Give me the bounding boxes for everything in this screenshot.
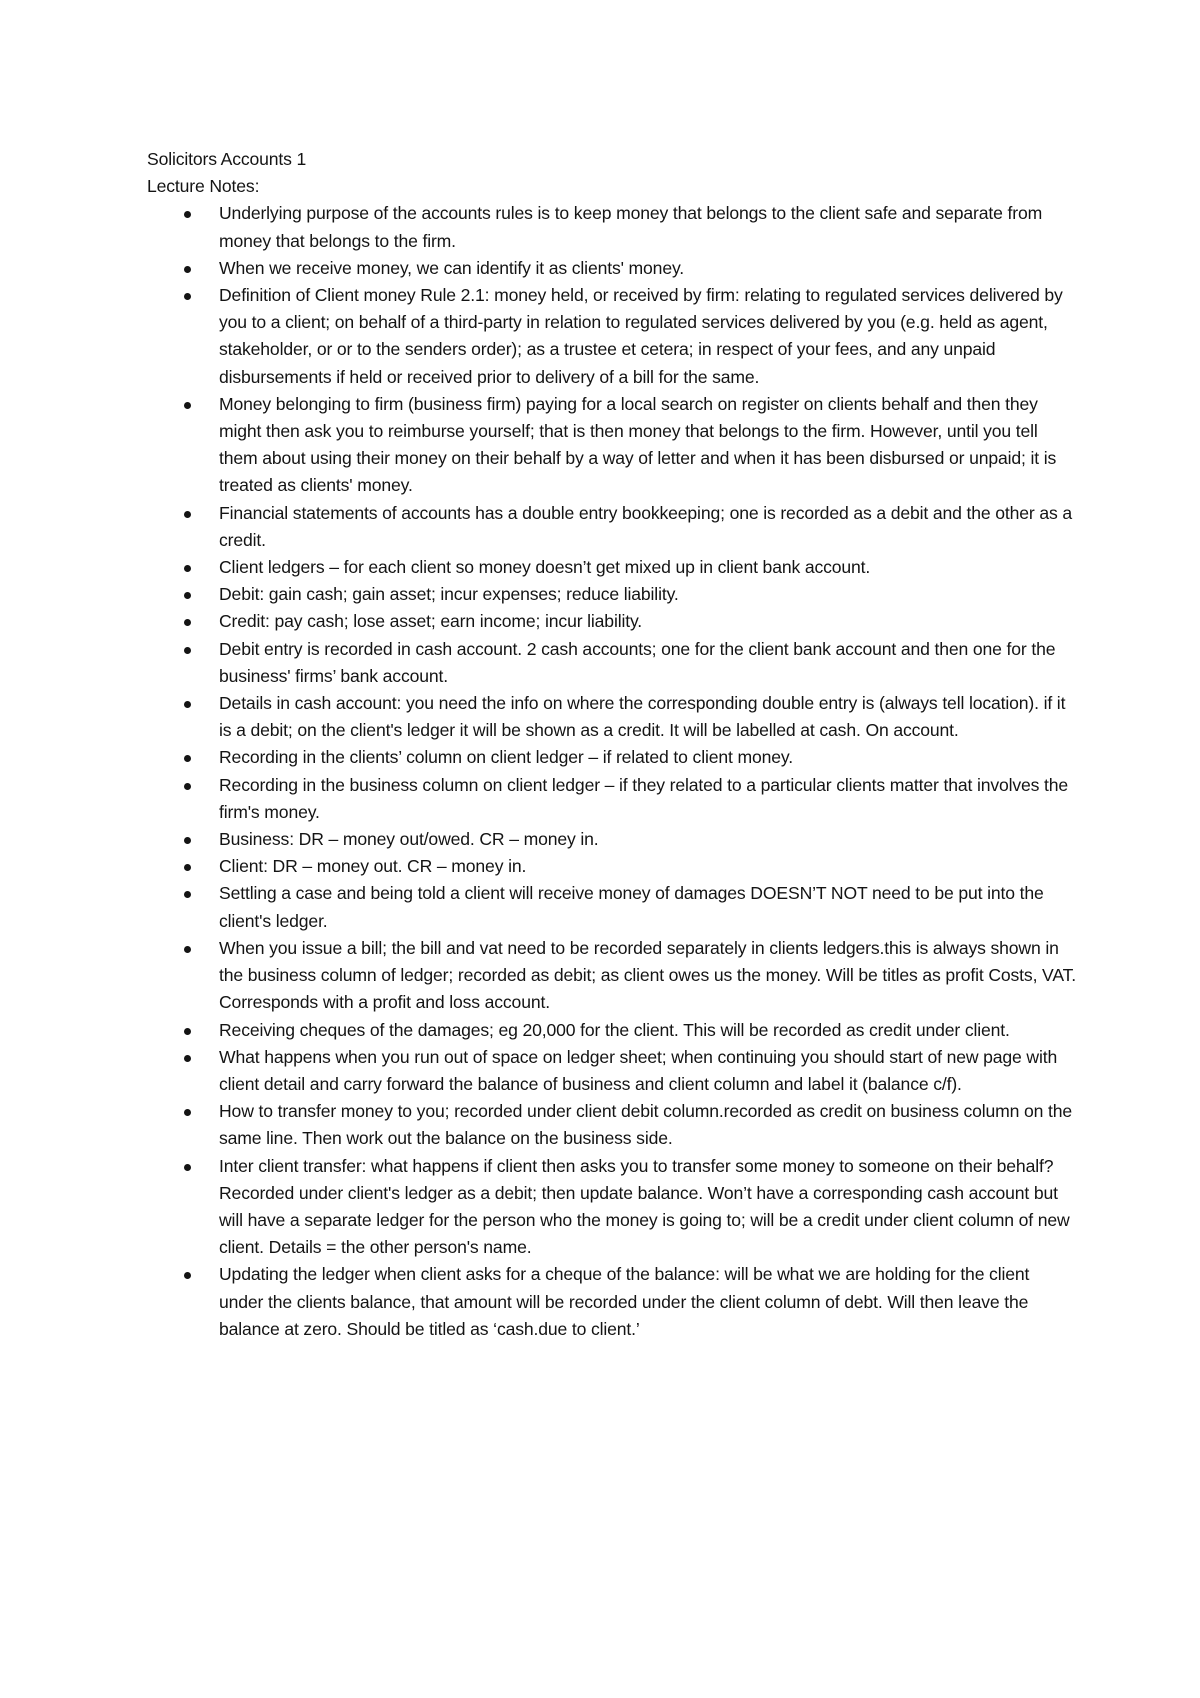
list-item-text: How to transfer money to you; recorded under client debit column.recorded as credit on business column on the same line. Then work out the balance on the business side. [219, 1101, 1073, 1149]
document-content [147, 146, 1077, 1343]
list-item-text: Receiving cheques of the damages; eg 20,000 for the client. This will be recorded as credit under client. [219, 1019, 1010, 1040]
list-item [147, 772, 1077, 826]
list-item-text: Debit entry is recorded in cash account. 2 cash accounts; one for the client bank account and then one for the business' firms’ bank account. [219, 638, 1056, 686]
bullet-icon [184, 511, 191, 518]
list-item-text: Details in cash account: you need the info on where the corresponding double entry is (always tell location). if it is a debit; on the client's ledger it will be shown as a credit. It will be labelled at cash. On account. [219, 693, 1066, 741]
list-item-text: Debit: gain cash; gain asset; incur expenses; reduce liability. [219, 584, 679, 605]
notes-list [147, 200, 1077, 1343]
list-item [147, 581, 1077, 608]
bullet-icon [184, 783, 191, 790]
document-subtitle: Lecture Notes: [147, 176, 260, 197]
bullet-icon [184, 647, 191, 654]
bullet-icon [184, 1055, 191, 1062]
list-item [147, 826, 1077, 853]
list-item-text: What happens when you run out of space on ledger sheet; when continuing you should start of new page with client detail and carry forward the balance of business and client column and label it (balance c/f). [219, 1046, 1058, 1094]
list-item [147, 1261, 1077, 1343]
list-item-text: Settling a case and being told a client will receive money of damages DOESN’T NOT need to be put into the client's ledger. [219, 883, 1044, 931]
list-item [147, 744, 1077, 771]
bullet-icon [184, 755, 191, 762]
list-item [147, 200, 1077, 254]
list-item-text: Updating the ledger when client asks for a cheque of the balance: will be what we are holding for the client under the clients balance, that amount will be recorded under the client column of debt. Will then leave the balance at zero. Should be titled as ‘cash.due to client.’ [219, 1264, 1030, 1339]
list-item [147, 255, 1077, 282]
bullet-icon [184, 211, 191, 218]
list-item [147, 935, 1077, 1017]
list-item [147, 853, 1077, 880]
bullet-icon [184, 619, 191, 626]
bullet-icon [184, 402, 191, 409]
bullet-icon [184, 1109, 191, 1116]
list-item [147, 608, 1077, 635]
bullet-icon [184, 946, 191, 953]
list-item-text: Definition of Client money Rule 2.1: money held, or received by firm: relating to regulated services delivered by you to a client; on behalf of a third-party in relation to regulated services delivered by you (e.g. held as agent, stakeholder, or or to the senders order); as a trustee et cetera; in respect of your fees, and any unpaid disbursements if held or received prior to delivery of a bill for the same. [219, 285, 1063, 387]
list-item-text: Money belonging to firm (business firm) paying for a local search on register on clients behalf and then they might then ask you to reimburse yourself; that is then money that belongs to the firm. However, until you tell them about using their money on their behalf by a way of letter and when it has been disbursed or unpaid; it is treated as clients' money. [219, 393, 1057, 496]
list-item [147, 1017, 1077, 1044]
list-item [147, 1044, 1077, 1098]
list-item-text: Financial statements of accounts has a double entry bookkeeping; one is recorded as a debit and the other as a credit. [219, 502, 1072, 550]
list-item-text: Client: DR – money out. CR – money in. [219, 856, 527, 877]
list-item [147, 690, 1077, 744]
bullet-icon [184, 864, 191, 871]
list-item-text: When we receive money, we can identify it as clients' money. [219, 257, 685, 278]
bullet-icon [184, 701, 191, 708]
list-item [147, 500, 1077, 554]
list-item-text: Recording in the clients’ column on client ledger – if related to client money. [219, 747, 793, 768]
bullet-icon [184, 837, 191, 844]
list-item [147, 554, 1077, 581]
list-item-text: Underlying purpose of the accounts rules is to keep money that belongs to the client safe and separate from money that belongs to the firm. [219, 203, 1043, 251]
list-item [147, 636, 1077, 690]
list-item-text: Credit: pay cash; lose asset; earn income; incur liability. [219, 611, 643, 632]
list-item-text: Client ledgers – for each client so money doesn’t get mixed up in client bank account. [219, 557, 871, 578]
list-item [147, 1153, 1077, 1262]
list-item [147, 391, 1077, 500]
bullet-icon [184, 592, 191, 599]
bullet-icon [184, 565, 191, 572]
list-item-text: Business: DR – money out/owed. CR – money in. [219, 829, 599, 850]
bullet-icon [184, 266, 191, 273]
list-item [147, 1098, 1077, 1152]
list-item-text: Recording in the business column on client ledger – if they related to a particular clients matter that involves the firm's money. [219, 774, 1069, 822]
bullet-icon [184, 293, 191, 300]
bullet-icon [184, 1028, 191, 1035]
bullet-icon [184, 1272, 191, 1279]
bullet-icon [184, 891, 191, 898]
document-title: Solicitors Accounts 1 [147, 149, 307, 169]
list-item-text: When you issue a bill; the bill and vat need to be recorded separately in clients ledgers.this is always shown in the business column of ledger; recorded as debit; as client owes us the money. Will be titles as profit Costs, VAT. Corresponds with a profit and loss account. [219, 937, 1076, 1013]
list-item [147, 880, 1077, 934]
list-item [147, 282, 1077, 391]
bullet-icon [184, 1164, 191, 1171]
list-item-text: Inter client transfer: what happens if client then asks you to transfer some money to someone on their behalf? Recorded under client's ledger as a debit; then update balance. Won’t have a corresponding cash account but will have a separate ledger for the person who the money is going to; will be a credit under client column of new client. Details = the other person's name. [219, 1155, 1070, 1258]
